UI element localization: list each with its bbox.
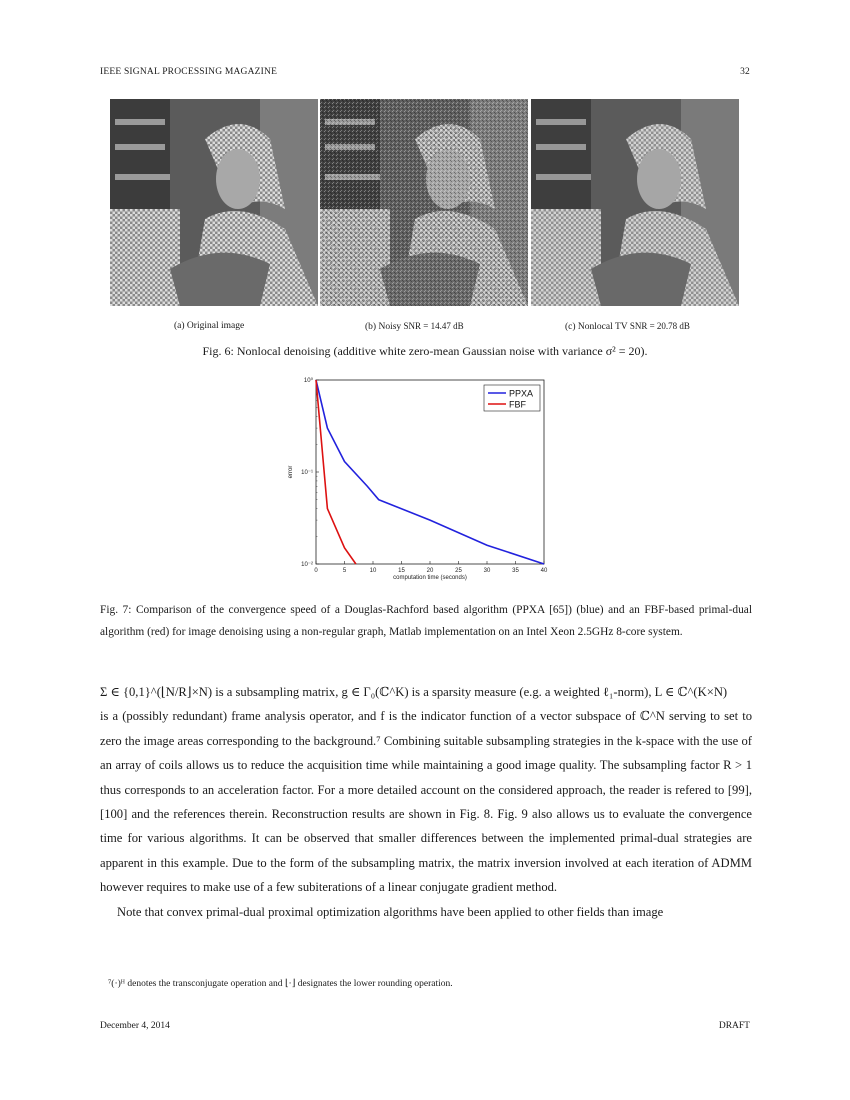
- footer-status: DRAFT: [718, 1021, 750, 1031]
- figure7-label: Fig. 7:: [100, 604, 132, 616]
- x-tick-label: 40: [540, 568, 548, 574]
- x-tick-label: 5: [342, 568, 347, 574]
- footnote: ⁷(·)ᴴ denotes the transconjugate operation and ⌊·⌋ designates the lower rounding operation.: [108, 979, 453, 989]
- x-tick-label: 15: [398, 568, 405, 574]
- x-tick-label: 30: [483, 568, 491, 574]
- subcaption-b: (b) Noisy SNR = 14.47 dB: [365, 321, 464, 332]
- x-axis-label: computation time (seconds): [393, 575, 467, 581]
- subcaption-a: (a) Original image: [174, 321, 245, 331]
- snr-denoised: SNR = 20.78 dB: [629, 321, 690, 331]
- convergence-chart: [280, 368, 550, 586]
- x-tick-label: 25: [455, 568, 462, 574]
- x-tick-label: 10: [369, 568, 377, 574]
- paragraph-2: Note that convex primal-dual proximal optimization algorithms have been applied to other fields than image: [117, 904, 664, 919]
- figure6-caption: [0, 344, 850, 359]
- figure6-text: Nonlocal denoising (additive white zero-mean Gaussian noise with variance σ² = 20).: [236, 344, 648, 358]
- denoised-image: [531, 99, 739, 306]
- legend-label-ppxa: PPXA: [509, 388, 534, 399]
- subcaption-c: (c) Nonlocal TV SNR = 20.78 dB: [565, 321, 690, 332]
- figure7-caption: [100, 599, 752, 643]
- paragraph-1-line-1: Σ ∈ {0,1}^(⌊N/R⌋×N) is a subsampling matrix, g ∈ Γ₀(ℂ^K) is a sparsity measure (e.g. a weighted ℓ₁-norm), L ∈ ℂ^(K×N): [100, 685, 728, 699]
- page-number: 32: [740, 67, 750, 77]
- y-tick-label: 10⁻²: [301, 562, 313, 568]
- y-tick-label: 10⁰: [303, 378, 313, 384]
- legend-label-fbf: FBF: [509, 399, 526, 410]
- figure6-label: Fig. 6:: [202, 344, 234, 358]
- journal-header: IEEE SIGNAL PROCESSING MAGAZINE: [100, 67, 278, 77]
- noisy-image: [320, 99, 528, 306]
- snr-noisy: SNR = 14.47 dB: [403, 321, 464, 331]
- x-tick-label: 35: [512, 568, 519, 574]
- paragraph-1: is a (possibly redundant) frame analysis operator, and f is the indicator function of a vector subspace of ℂ^N serving to set to zero the image areas corresponding to the background.⁷ Combining suitable subsampling strategies in the k-space with the use of an array of coils allows us to reduce the acquisition time while maintaining a good image quality. The subsampling factor R > 1 thus corresponds to an acceleration factor. For a more detailed account on the considered approach, the reader is refered to [99], [100] and the references therein. Reconstruction results are shown in Fig. 8. Fig. 9 also allows us to evaluate the convergence time for various algorithms. It can be observed that smaller differences between the implemented primal-dual strategies are apparent in this example. Due to the form of the subsampling matrix, the matrix inversion involved at each iteration of ADMM however requires to make use of a few subiterations of a linear conjugate gradient method.: [100, 709, 752, 895]
- x-tick-label: 20: [426, 568, 434, 574]
- body-text: [100, 680, 752, 924]
- y-axis-label: error: [288, 465, 294, 479]
- x-tick-label: 0: [314, 568, 318, 574]
- y-tick-label: 10⁻¹: [301, 470, 313, 476]
- footer-date: December 4, 2014: [100, 1021, 170, 1031]
- original-image: [110, 99, 318, 306]
- convergence-chart-svg: [280, 368, 550, 586]
- figure7-text: Comparison of the convergence speed of a Douglas-Rachford based algorithm (PPXA [65]) (blue) and an FBF-based primal-dual algorithm (red) for image denoising using a non-regular graph, Matlab implementation on an Intel Xeon 2.5GHz 8-core system.: [100, 604, 752, 638]
